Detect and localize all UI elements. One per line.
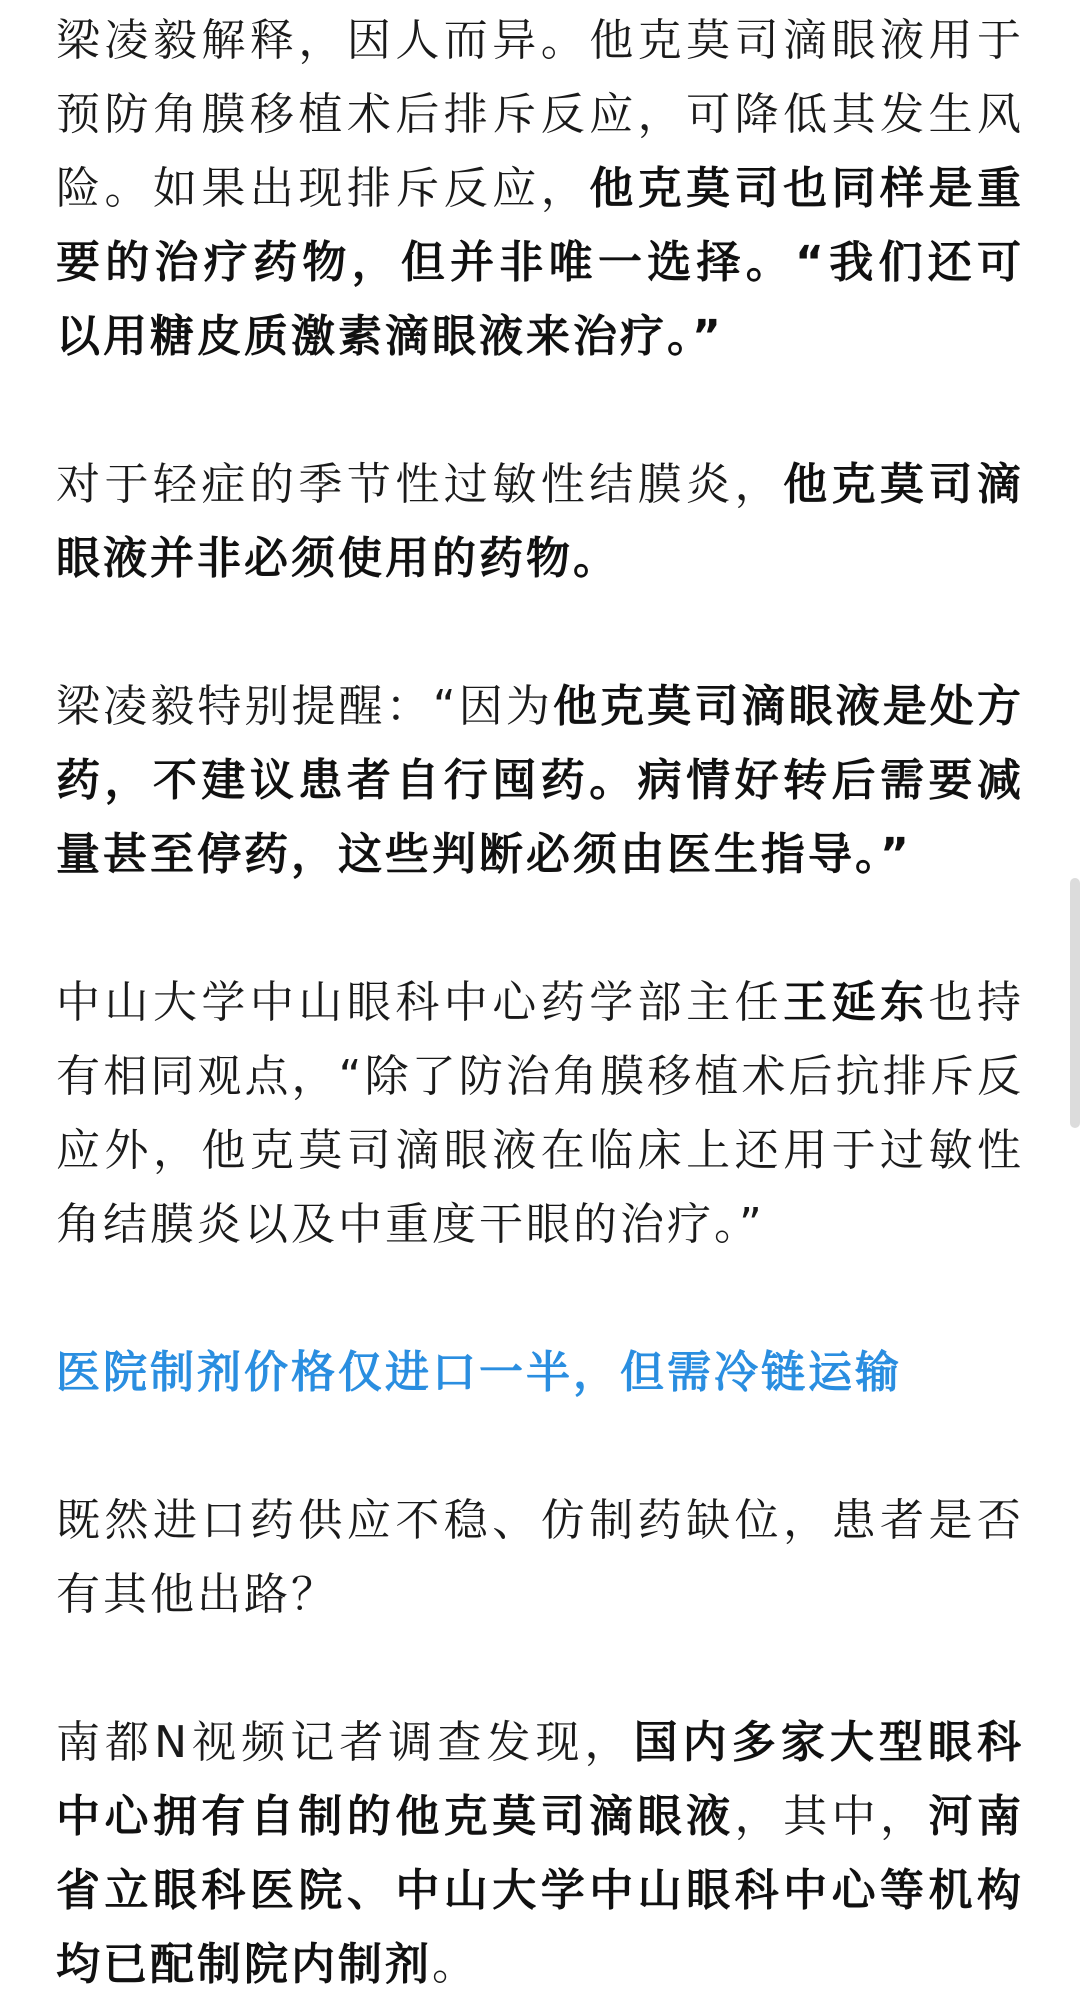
paragraph-expert-opinion [56,966,1024,1262]
paragraph-reminder [56,670,1024,892]
paragraph-text: 中山大学中山眼科中心药学部主任 [56,977,784,1028]
paragraph-text: 梁凌毅特别提醒：“因为 [56,681,554,732]
paragraph-text: 。 [432,1939,479,1990]
paragraph-investigation [56,1706,1024,2002]
bold-text: 他克莫司滴眼液是处方药，不建议患者自行囤药。病情好转后需要减量甚至停药，这些判断必须由医生指导。” [56,681,1025,880]
paragraph-mild-conjunctivitis [56,448,1024,596]
paragraph-gap [56,892,1024,966]
section-subheading: 医院制剂价格仅进口一半，但需冷链运输 [56,1347,902,1398]
bold-text: 河南省立眼科医院、中山大学中山眼科中心等机构均已配制院内制剂 [56,1791,1025,1990]
paragraph-gap [56,1632,1024,1706]
paragraph-gap [56,1410,1024,1484]
paragraph-question: 既然进口药供应不稳、仿制药缺位，患者是否有其他出路？ [56,1495,1024,1620]
paragraph-gap [56,1262,1024,1336]
bold-name: 王延东 [783,977,929,1028]
paragraph-text: 对于轻症的季节性过敏性结膜炎， [56,459,784,510]
bold-text: 他克莫司也同样是重要的治疗药物，但并非唯一选择。“我们还可以用糖皮质激素滴眼液来治疗。” [56,163,1025,362]
paragraph-text: 南都N视频记者调查发现， [56,1717,634,1768]
paragraph-text: 梁凌毅解释，因人而异。他克莫司滴眼液用于预防角膜移植术后排斥反应，可降低其发生风险。如果出现排斥反应， [56,15,1024,214]
paragraph-gap [56,596,1024,670]
bold-text: 他克莫司滴眼液并非必须使用的药物。 [56,459,1025,584]
paragraph-gap [56,374,1024,448]
scrollbar-thumb[interactable] [1070,878,1080,1128]
bold-text: 国内多家大型眼科中心拥有自制的他克莫司滴眼液 [56,1717,1025,1842]
paragraph-text: 也持有相同观点，“除了防治角膜移植术后抗排斥反应外，他克莫司滴眼液在临床上还用于过敏性角结膜炎以及中重度干眼的治疗。” [56,977,1025,1250]
paragraph-treatment-options [56,4,1024,374]
article-body [56,4,1024,2002]
paragraph-text: ，其中， [734,1791,929,1842]
